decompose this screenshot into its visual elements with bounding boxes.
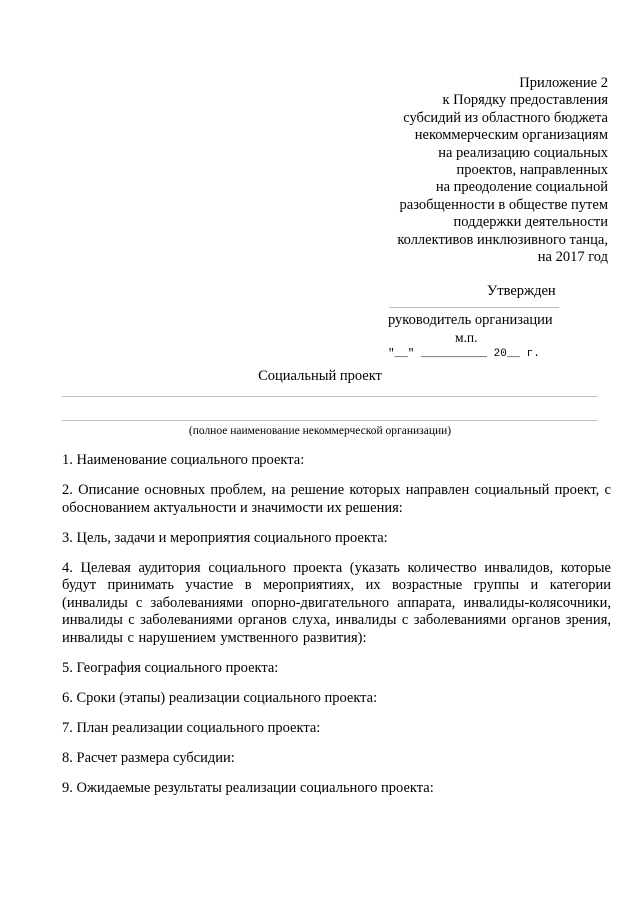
appendix-line: проектов, направленных bbox=[456, 162, 608, 179]
section-item: 7. План реализации социального проекта: bbox=[62, 719, 321, 736]
appendix-line: на преодоление социальной bbox=[435, 179, 608, 196]
org-name-line bbox=[62, 420, 598, 421]
document-title: Социальный проект bbox=[258, 368, 382, 384]
section-item: 1. Наименование социального проекта: bbox=[62, 452, 305, 468]
appendix-line: разобщенности в обществе путем bbox=[399, 196, 608, 213]
appendix-line: поддержки деятельности bbox=[453, 214, 608, 231]
appendix-header bbox=[308, 75, 608, 266]
appendix-line: на 2017 год bbox=[537, 249, 608, 266]
approval-title: Утвержден bbox=[487, 283, 556, 299]
appendix-line: Приложение 2 bbox=[519, 75, 608, 91]
section-item: 5. География социального проекта: bbox=[62, 659, 279, 676]
appendix-line: к Порядку предоставления bbox=[442, 92, 608, 109]
section-item: 2. Описание основных проблем, на решение которых направлен социальный проект, с обоснованием актуальности и значимости их решения: bbox=[62, 482, 611, 516]
approval-signatory: руководитель организации bbox=[388, 312, 553, 328]
appendix-line: некоммерческим организациям bbox=[414, 127, 608, 144]
appendix-line: коллективов инклюзивного танца, bbox=[397, 231, 608, 248]
org-name-caption: (полное наименование некоммерческой организации) bbox=[188, 425, 452, 437]
section-item: 4. Целевая аудитория социального проекта (указать количество инвалидов, которые будут принимать участие в мероприятиях, их возрастные группы и категории (инвалиды с заболеваниями опорно-двигательного аппарата, инвалиды-колясочники, инвалиды с заболеваниями органов слуха, инвалиды с заболеваниями органов зрения, инвалиды с нарушением умственного развития): bbox=[62, 559, 611, 646]
org-name-line bbox=[62, 396, 598, 397]
appendix-line: на реализацию социальных bbox=[438, 144, 608, 161]
signature-line bbox=[389, 307, 559, 308]
sections-list bbox=[62, 452, 611, 797]
approval-date: "__" __________ 20__ г. bbox=[388, 348, 540, 360]
section-item: 3. Цель, задачи и мероприятия социального проекта: bbox=[62, 529, 388, 546]
section-item: 8. Расчет размера субсидии: bbox=[62, 749, 235, 766]
section-item: 9. Ожидаемые результаты реализации социального проекта: bbox=[62, 779, 434, 796]
appendix-line: субсидий из областного бюджета bbox=[403, 109, 608, 126]
seal-label: м.п. bbox=[455, 330, 478, 345]
section-item: 6. Сроки (этапы) реализации социального проекта: bbox=[62, 689, 378, 706]
